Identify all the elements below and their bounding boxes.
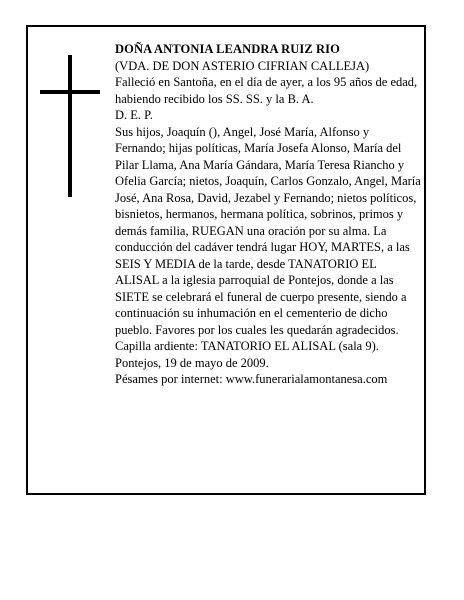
- place-date: Pontejos, 19 de mayo de 2009.: [115, 355, 269, 370]
- widow-of-line: (VDA. DE DON ASTERIO CIFRIAN CALLEJA): [115, 58, 370, 73]
- cross-horizontal-bar: [40, 90, 100, 94]
- obituary-notice: [26, 25, 426, 495]
- deceased-name: DOÑA ANTONIA LEANDRA RUIZ RIO: [115, 42, 340, 56]
- cross-icon: [40, 55, 100, 197]
- cross-vertical-bar: [68, 55, 72, 197]
- death-line: Falleció en Santoña, en el día de ayer, a los 95 años de edad,: [115, 75, 418, 89]
- notice-body: Sus hijos, Joaquín (), Angel, José María, Alfonso y Fernando; hijas políticas, María Josefa Alonso, María del Pilar Llama, Ana María Gándara, María Teresa Riancho y Ofelia García; nietos, Joaquín, Carlos Gonzalo, Angel, María José, Ana Rosa, David, Jezabel y Fernando; nietos políticos, bisnietos, hermanos, hermana política, sobrinos, primos y demás familia, RUEGAN una oración por su alma. La conducción del cadáver tendrá lugar HOY, MARTES, a las SEIS Y MEDIA de la tarde, desde TANATORIO EL ALISAL a la iglesia parroquial de Pontejos, donde a las SIETE se celebrará el funeral de cuerpo presente, siendo a continuación su inhumación en el cementerio de dicho pueblo. Favores por los cuales les quedarán agradecidos. Capilla ardiente: TANATORIO EL ALISAL (sala 9).: [115, 124, 421, 353]
- notice-text: [115, 41, 421, 388]
- condolences-line: Pésames por internet: www.funerarialamontanesa.com: [115, 372, 388, 386]
- sacraments-line: habiendo recibido los SS. SS. y la B. A.: [115, 91, 314, 106]
- rip-line: D. E. P.: [115, 108, 153, 122]
